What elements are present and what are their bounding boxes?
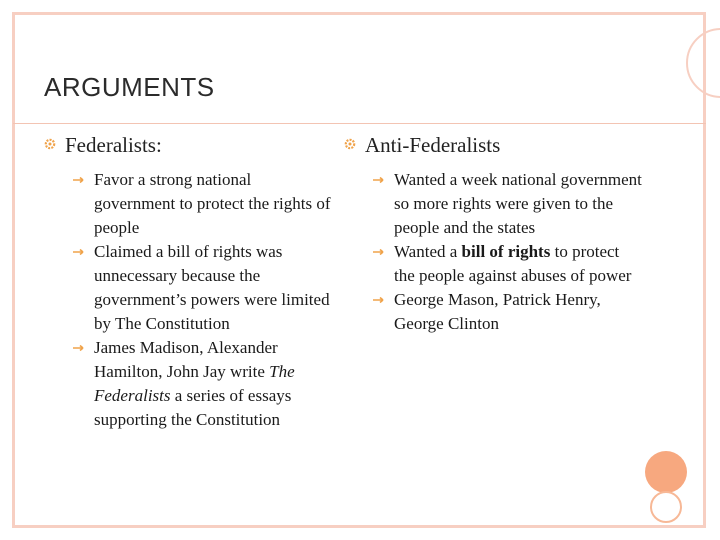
- list-item-prefix: James Madison, Alexander Hamilton, John Jay write: [94, 338, 278, 381]
- list-item-text: George Mason, Patrick Henry, George Clinton: [394, 290, 601, 333]
- title-divider: [13, 123, 706, 124]
- decorative-ring-bottom-right: [650, 491, 682, 523]
- decorative-circle-top-right: [684, 26, 720, 100]
- anti-federalists-heading-text: Anti-Federalists: [365, 133, 501, 157]
- list-item-prefix: Wanted a: [394, 242, 462, 261]
- federalists-heading: [44, 132, 334, 158]
- list-item: [372, 168, 644, 240]
- gear-bullet-icon: [44, 138, 56, 150]
- dash-bullet-icon: [372, 176, 390, 184]
- dash-bullet-icon: [72, 344, 90, 352]
- list-item: [372, 240, 644, 288]
- decorative-circle-bottom-right: [645, 451, 687, 493]
- list-item: [72, 168, 334, 240]
- list-item-text: [394, 242, 631, 285]
- list-item-text: Favor a strong national government to protect the rights of people: [94, 170, 331, 237]
- bill-of-rights-emphasis: bill of rights: [461, 242, 551, 261]
- gear-bullet-icon: [344, 138, 356, 150]
- list-item: [72, 240, 334, 336]
- anti-federalists-heading: [344, 132, 644, 158]
- federalists-column: [44, 132, 334, 432]
- slide-title: ARGUMENTS: [44, 72, 215, 102]
- list-item: [72, 336, 334, 432]
- list-item: [372, 288, 644, 336]
- dash-bullet-icon: [372, 296, 390, 304]
- list-item-text: Claimed a bill of rights was unnecessary because the government’s powers were limited by The Constitution: [94, 242, 330, 333]
- list-item-text: [94, 338, 295, 429]
- dash-bullet-icon: [372, 248, 390, 256]
- anti-federalists-column: [344, 132, 644, 336]
- list-item-text: Wanted a week national government so more rights were given to the people and the states: [394, 170, 642, 237]
- anti-federalists-list: [344, 168, 644, 336]
- dash-bullet-icon: [72, 248, 90, 256]
- federalists-list: [44, 168, 334, 432]
- book-title: The Federalists: [94, 362, 295, 405]
- list-item-suffix: a series of essays supporting the Constitution: [94, 386, 292, 429]
- list-item-suffix: to protect the people against abuses of power: [394, 242, 632, 285]
- federalists-heading-text: Federalists:: [65, 133, 162, 157]
- dash-bullet-icon: [72, 176, 90, 184]
